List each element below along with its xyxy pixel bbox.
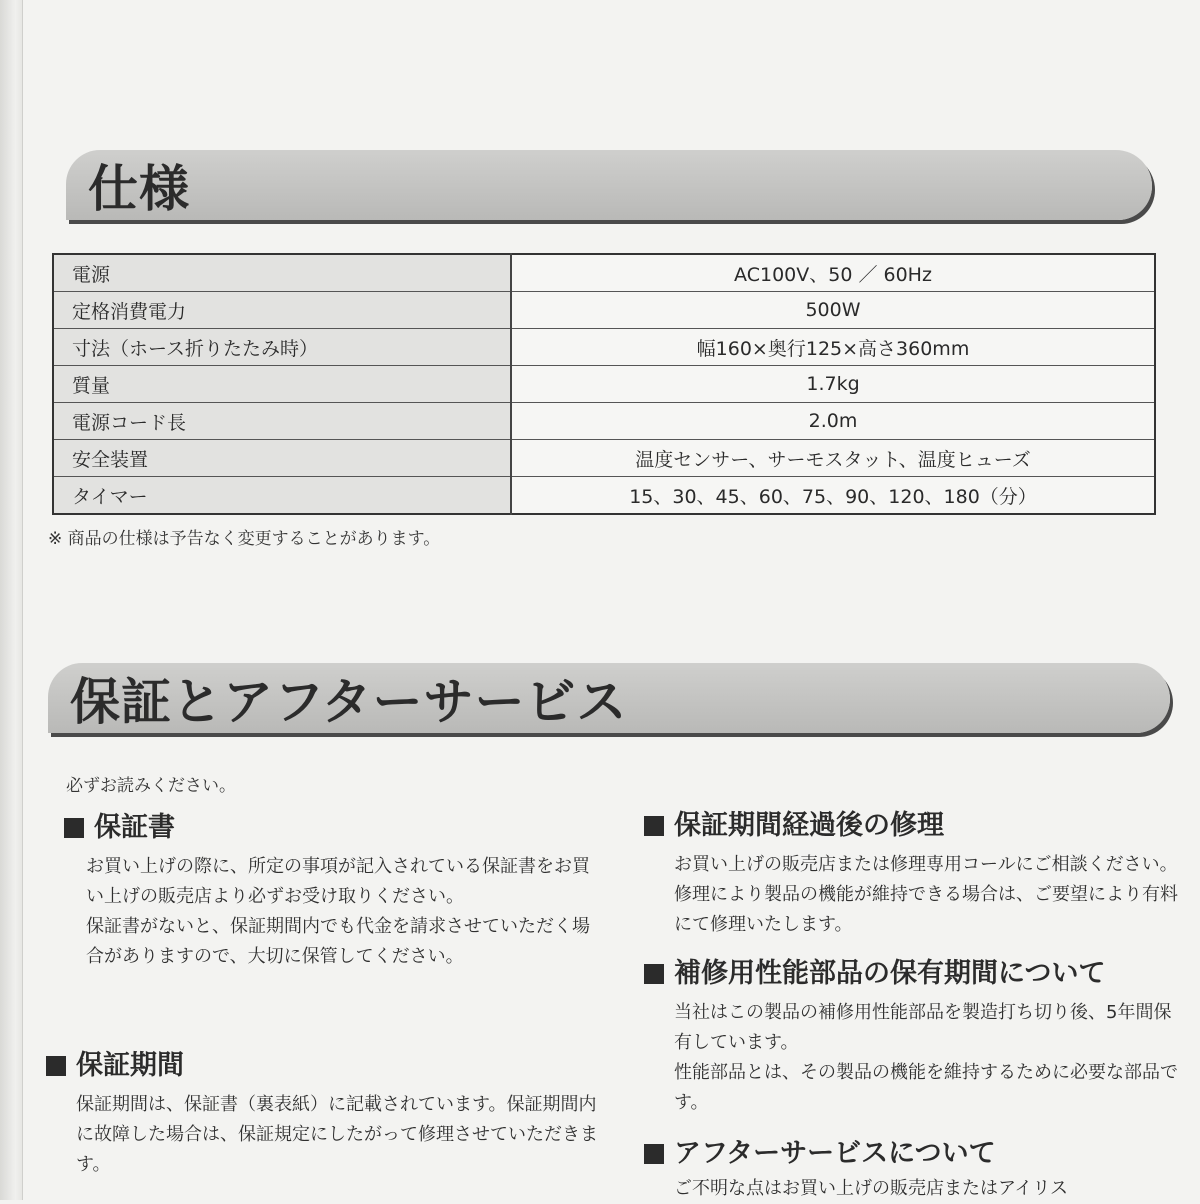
after-service-heading-text: アフターサービスについて <box>674 1138 996 1169</box>
spec-label: 定格消費電力 <box>53 292 511 329</box>
square-bullet-icon <box>64 818 84 838</box>
square-bullet-icon <box>644 1144 664 1164</box>
spec-section-banner <box>66 150 1152 220</box>
spec-row <box>53 254 1155 292</box>
post-warranty-repair-heading <box>644 810 1184 842</box>
spec-row <box>53 329 1155 366</box>
spec-value: 幅160×奥行125×高さ360mm <box>511 329 1155 366</box>
parts-retention-paragraph: 性能部品とは、その製品の機能を維持するために必要な部品です。 <box>674 1062 1178 1114</box>
spec-table <box>52 253 1156 515</box>
square-bullet-icon <box>644 816 664 836</box>
warranty-period-paragraph: 保証期間は、保証書（裏表紙）に記載されています。保証期間内に故障した場合は、保証規定にしたがって修理させていただきます。 <box>76 1094 598 1176</box>
after-service-heading <box>644 1138 1184 1170</box>
warranty-card-paragraph: 保証書がないと、保証期間内でも代金を請求させていただく場合がありますので、大切に保管してください。 <box>86 916 590 968</box>
parts-retention-heading-text: 補修用性能部品の保有期間について <box>674 958 1106 989</box>
warranty-card-heading-text: 保証書 <box>94 812 175 843</box>
warranty-intro: 必ずお読みください。 <box>66 776 236 796</box>
spec-label: 安全装置 <box>53 440 511 477</box>
spec-value: AC100V、50 ／ 60Hz <box>511 254 1155 292</box>
warranty-period-heading <box>46 1050 606 1082</box>
spec-note: ※ 商品の仕様は予告なく変更することがあります。 <box>48 529 441 549</box>
after-service-block <box>644 1138 1184 1204</box>
page-binding-edge <box>0 0 23 1200</box>
post-warranty-repair-heading-text: 保証期間経過後の修理 <box>674 810 944 841</box>
warranty-card-paragraph: お買い上げの際に、所定の事項が記入されている保証書をお買い上げの販売店より必ずお受け取りください。 <box>86 856 590 908</box>
spec-value: 温度センサー、サーモスタット、温度ヒューズ <box>511 440 1155 477</box>
spec-row <box>53 292 1155 329</box>
spec-label: 電源コード長 <box>53 403 511 440</box>
spec-row <box>53 403 1155 440</box>
spec-row <box>53 440 1155 477</box>
spec-row <box>53 477 1155 515</box>
warranty-period-heading-text: 保証期間 <box>76 1050 184 1081</box>
warranty-card-block <box>64 812 604 972</box>
spec-section-title: 仕様 <box>88 160 190 218</box>
parts-retention-heading <box>644 958 1184 990</box>
spec-value: 15、30、45、60、75、90、120、180（分） <box>511 477 1155 515</box>
spec-value: 2.0m <box>511 403 1155 440</box>
warranty-section-banner <box>48 663 1170 733</box>
spec-value: 1.7kg <box>511 366 1155 403</box>
square-bullet-icon <box>46 1056 66 1076</box>
spec-label: タイマー <box>53 477 511 515</box>
warranty-card-heading <box>64 812 604 844</box>
spec-label: 電源 <box>53 254 511 292</box>
post-warranty-repair-paragraph: お買い上げの販売店または修理専用コールにご相談ください。修理により製品の機能が維持できる場合は、ご要望により有料にて修理いたします。 <box>674 854 1178 936</box>
spec-value: 500W <box>511 292 1155 329</box>
after-service-paragraph: ご不明な点はお買い上げの販売店またはアイリス <box>674 1178 1069 1200</box>
square-bullet-icon <box>644 964 664 984</box>
post-warranty-repair-block <box>644 810 1184 940</box>
parts-retention-paragraph: 当社はこの製品の補修用性能部品を製造打ち切り後、5年間保有しています。 <box>674 1002 1172 1054</box>
spec-label: 質量 <box>53 366 511 403</box>
warranty-section-title: 保証とアフターサービス <box>70 673 628 731</box>
warranty-period-block <box>46 1050 606 1180</box>
spec-row <box>53 366 1155 403</box>
parts-retention-block <box>644 958 1184 1118</box>
spec-label: 寸法（ホース折りたたみ時） <box>53 329 511 366</box>
